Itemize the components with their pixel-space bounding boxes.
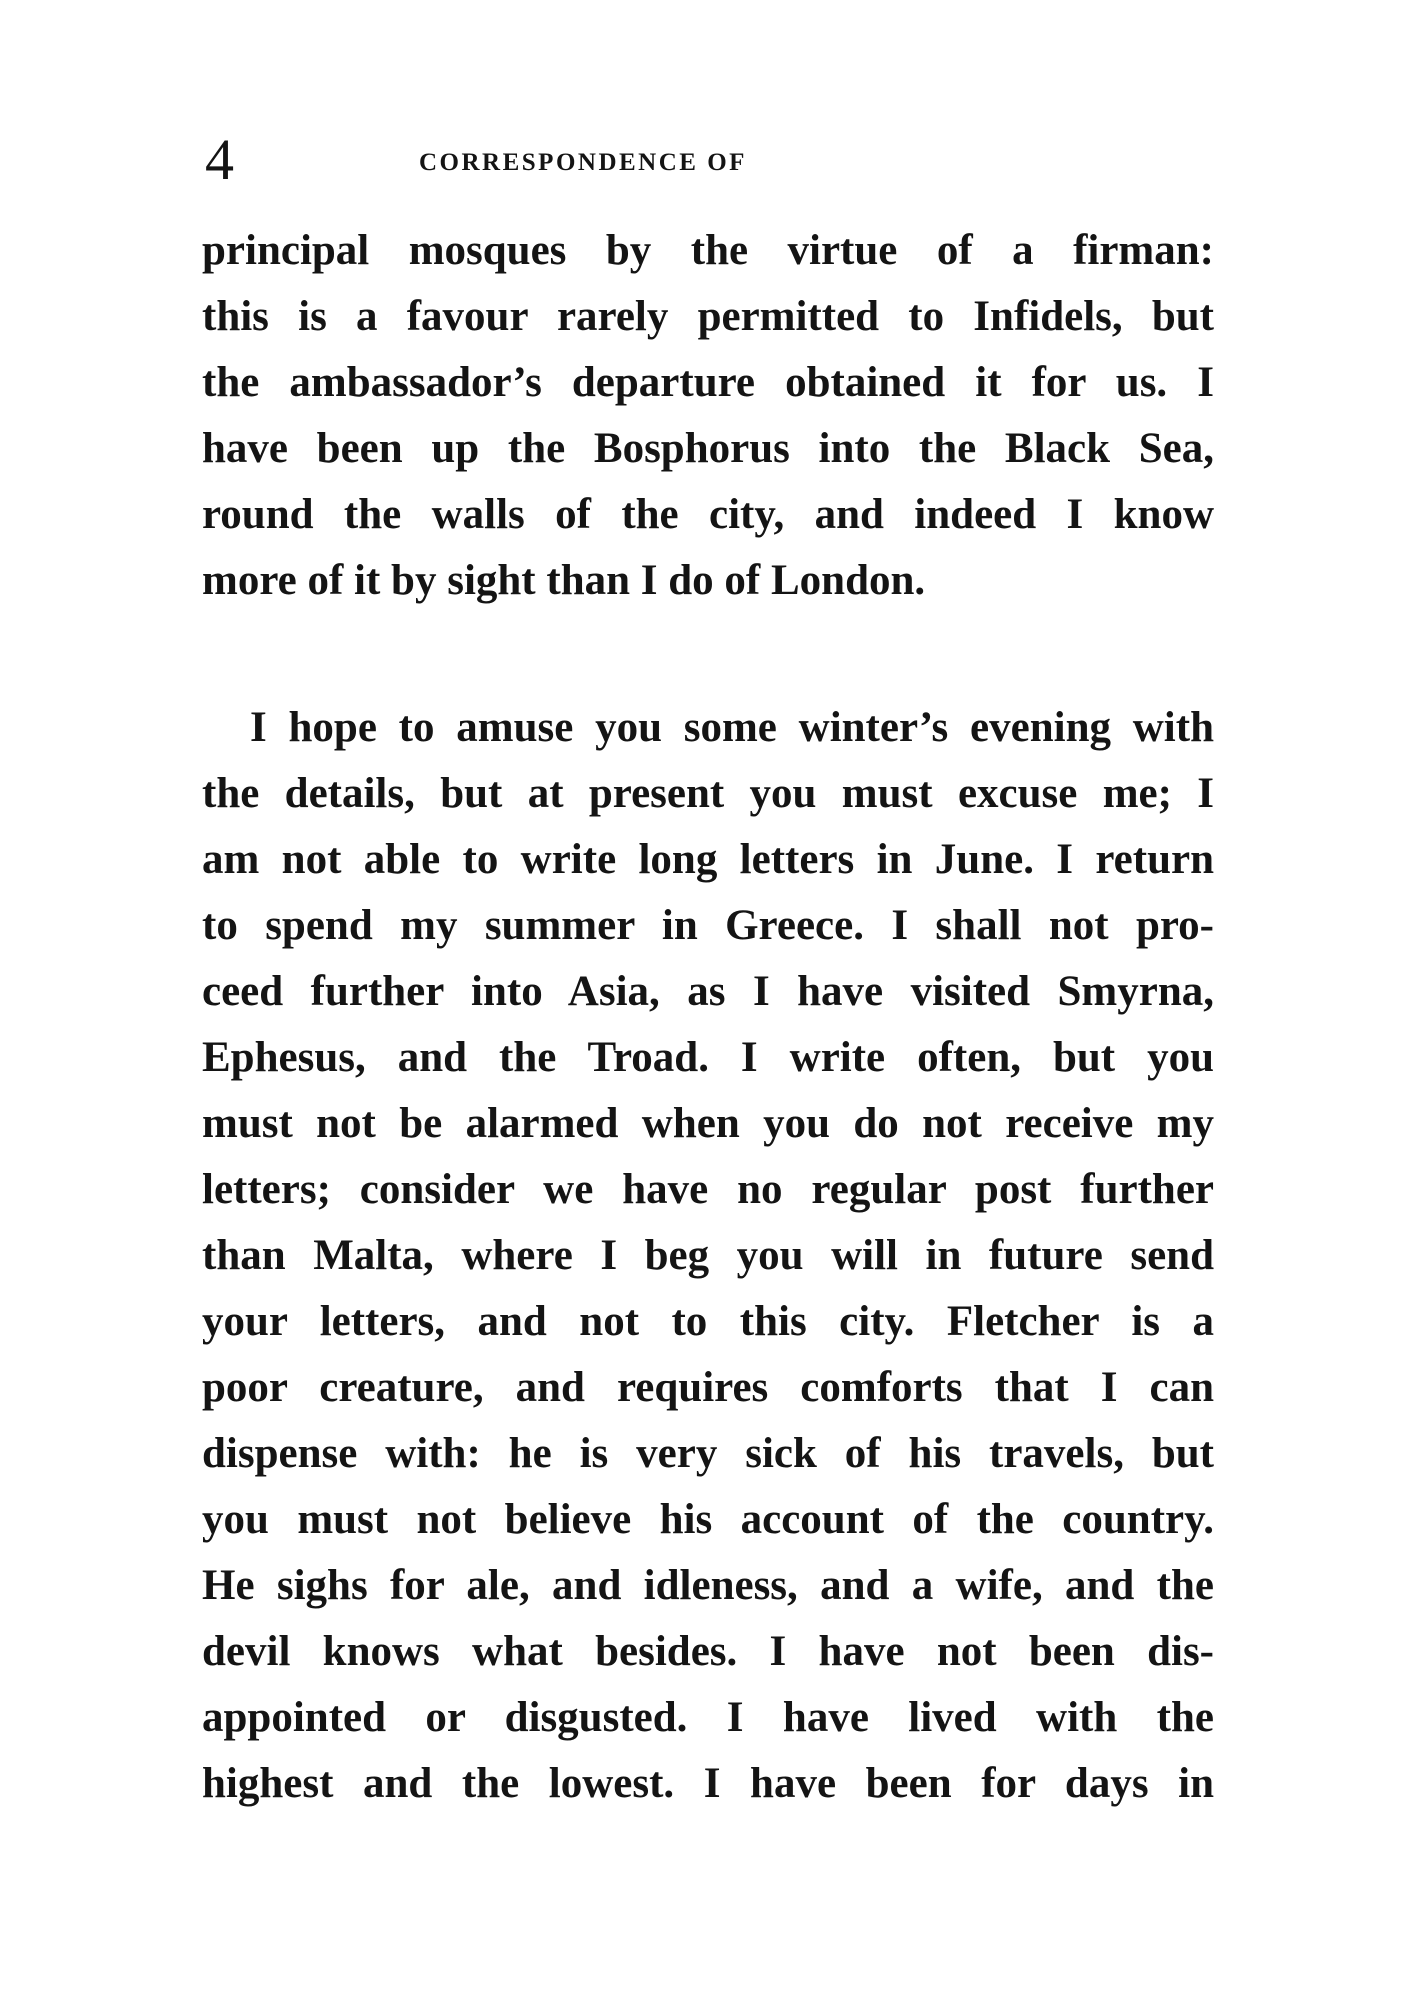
text-line: He sighs for ale, and idleness, and a wife, and the [202, 1562, 1214, 1609]
text-line: the ambassador’s departure obtained it for us. I [202, 359, 1214, 406]
text-line: than Malta, where I beg you will in future send [202, 1232, 1214, 1279]
text-line: highest and the lowest. I have been for days in [202, 1760, 1214, 1807]
page-header [205, 127, 1205, 192]
text-line: must not be alarmed when you do not receive my [202, 1100, 1214, 1147]
text-line: appointed or disgusted. I have lived with the [202, 1694, 1214, 1741]
text-line: am not able to write long letters in June. I return [202, 836, 1214, 883]
running-head: CORRESPONDENCE OF [419, 149, 747, 176]
text-line: ceed further into Asia, as I have visited Smyrna, [202, 968, 1214, 1015]
text-line: I hope to amuse you some winter’s evening with [250, 704, 1214, 751]
text-line: have been up the Bosphorus into the Black Sea, [202, 425, 1214, 472]
text-line: round the walls of the city, and indeed I know [202, 491, 1214, 538]
text-line: dispense with: he is very sick of his travels, but [202, 1430, 1214, 1477]
page-number: 4 [205, 127, 234, 192]
text-line: letters; consider we have no regular post further [202, 1166, 1214, 1213]
text-line: poor creature, and requires comforts that I can [202, 1364, 1214, 1411]
text-line: devil knows what besides. I have not been dis- [202, 1628, 1214, 1675]
text-line: you must not believe his account of the country. [202, 1496, 1214, 1543]
text-line: more of it by sight than I do of London. [202, 557, 926, 604]
text-line: Ephesus, and the Troad. I write often, but you [202, 1034, 1214, 1081]
text-line: this is a favour rarely permitted to Infidels, but [202, 293, 1214, 340]
text-line: principal mosques by the virtue of a firman: [202, 227, 1214, 274]
text-line: to spend my summer in Greece. I shall not pro- [202, 902, 1214, 949]
text-line: the details, but at present you must excuse me; I [202, 770, 1214, 817]
text-line: your letters, and not to this city. Fletcher is a [202, 1298, 1214, 1345]
